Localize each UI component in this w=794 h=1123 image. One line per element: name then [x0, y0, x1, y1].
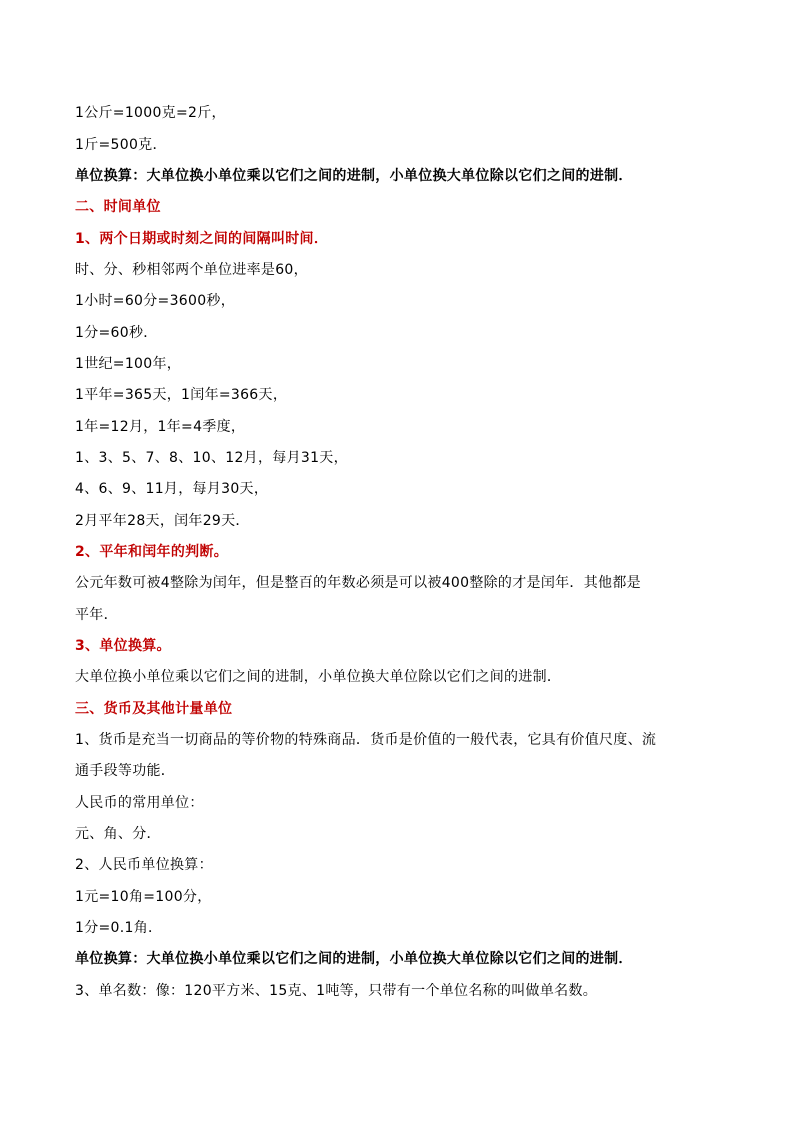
text-line: 单位换算：大单位换小单位乘以它们之间的进制，小单位换大单位除以它们之间的进制． — [75, 168, 633, 184]
text-line: 1小时=60分=3600秒， — [75, 293, 236, 309]
text-line: 1、货币是充当一切商品的等价物的特殊商品．货币是价值的一般代表，它具有价值尺度、流 — [75, 732, 657, 748]
text-line: 1、3、5、7、8、10、12月，每月31天， — [75, 450, 348, 466]
text-line: 2月平年28天，闰年29天． — [75, 513, 250, 529]
text-line: 1世纪=100年， — [75, 356, 182, 372]
section-heading: 三、货币及其他计量单位 — [75, 701, 233, 717]
text-line: 1元=10角=100分， — [75, 889, 212, 905]
text-line: 公元年数可被4整除为闰年，但是整百的年数必须是可以被400整除的才是闰年．其他都是 — [75, 575, 641, 591]
text-line: 3、单名数：像：120平方米、15克、1吨等，只带有一个单位名称的叫做单名数。 — [75, 983, 598, 999]
text-line: 大单位换小单位乘以它们之间的进制，小单位换大单位除以它们之间的进制． — [75, 669, 562, 685]
text-line: 元、角、分． — [75, 826, 161, 842]
section-heading: 二、时间单位 — [75, 199, 161, 215]
text-line: 1分=0.1角． — [75, 920, 163, 936]
text-line: 单位换算：大单位换小单位乘以它们之间的进制，小单位换大单位除以它们之间的进制． — [75, 951, 633, 967]
text-line: 1斤=500克． — [75, 137, 167, 153]
text-line: 1年=12月，1年=4季度， — [75, 419, 246, 435]
text-line: 时、分、秒相邻两个单位进率是60， — [75, 262, 308, 278]
subsection-heading: 2、平年和闰年的判断。 — [75, 544, 229, 560]
text-line: 1公斤=1000克=2斤， — [75, 105, 226, 121]
text-line: 人民币的常用单位： — [75, 795, 204, 811]
text-line: 平年． — [75, 607, 118, 623]
text-line: 4、6、9、11月，每月30天， — [75, 481, 269, 497]
text-line: 1分=60秒． — [75, 325, 158, 341]
text-line: 1平年=365天，1闰年=366天， — [75, 387, 288, 403]
subsection-heading: 1、两个日期或时刻之间的间隔叫时间． — [75, 231, 329, 247]
subsection-heading: 3、单位换算。 — [75, 638, 171, 654]
text-line: 2、人民币单位换算： — [75, 857, 213, 873]
text-line: 通手段等功能． — [75, 763, 176, 779]
